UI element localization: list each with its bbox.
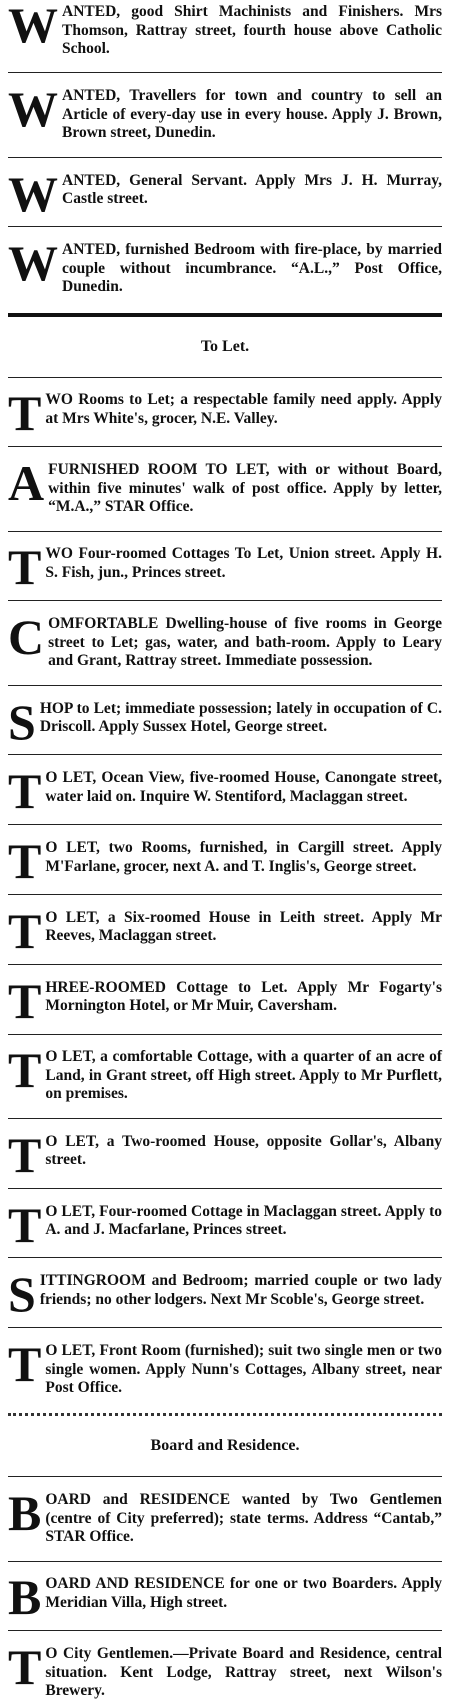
ad-text: O LET, two Rooms, furnished, in Cargill street. Apply M'Farlane, grocer, next A. and T. Inglis's, George street. (45, 839, 442, 875)
ad-text: O LET, Ocean View, five-roomed House, Canongate street, water laid on. Inquire W. Stentiford, Maclaggan street. (45, 769, 442, 805)
ad-text: OARD AND RESIDENCE for one or two Boarders. Apply Meridian Villa, High street. (45, 1575, 442, 1611)
drop-cap: T (8, 1336, 42, 1393)
ad-text: O LET, a Six-roomed House in Leith street. Apply Mr Reeves, Maclaggan street. (45, 908, 442, 945)
wanted-ad (6, 81, 444, 144)
drop-cap: C (8, 609, 45, 666)
ad-separator (8, 600, 442, 601)
ad-text: O City Gentlemen.—Private Board and Residence, central situation. Kent Lodge, Rattray street, next Wilson's Brewery. (45, 1645, 442, 1700)
drop-cap: T (8, 763, 42, 820)
ad-text: ANTED, good Shirt Machinists and Finishers. Mrs Thomson, Rattray street, fourth house above Catholic School. (62, 3, 442, 57)
drop-cap: T (8, 1639, 42, 1696)
to-let-ad (6, 1266, 444, 1323)
section-rule (8, 313, 442, 317)
ad-text: OMFORTABLE Dwelling-house of five rooms in George street to Let; gas, water, and bath-room. Apply to Leary and Grant, Rattray street. Immediate possession. (48, 615, 442, 670)
drop-cap: T (8, 1042, 42, 1099)
ad-text: OARD and RESIDENCE wanted by Two Gentlemen (centre of City preferred); state terms. Address “Cantab,” STAR Office. (45, 1491, 442, 1546)
drop-cap: S (8, 693, 36, 750)
drop-cap: T (8, 972, 42, 1029)
ad-separator (8, 531, 442, 532)
drop-cap: T (8, 833, 42, 890)
ad-text: ANTED, Travellers for town and country to sell an Article of every-day use in every house. Apply J. Brown, Brown street, Dunedin. (62, 87, 442, 142)
section-rule-dotted (8, 1413, 442, 1416)
drop-cap: W (8, 165, 58, 222)
board-ad (6, 1569, 444, 1626)
to-let-ad (6, 539, 444, 596)
ad-separator (8, 1561, 442, 1562)
ad-text: O LET, a comfortable Cottage, with a quarter of an acre of Land, in Grant street, off High street. Apply to Mr Purflett, on premises. (45, 1048, 442, 1103)
ad-separator (8, 824, 442, 825)
section-heading-to-let: To Let. (200, 337, 250, 355)
ad-separator (8, 1327, 442, 1328)
to-let-ad (6, 902, 444, 959)
to-let-ad (6, 1126, 444, 1183)
to-let-ad (6, 385, 444, 442)
drop-cap: W (8, 0, 58, 53)
drop-cap: S (8, 1266, 36, 1323)
ad-text: HREE-ROOMED Cottage to Let. Apply Mr Fogarty's Mornington Hotel, or Mr Muir, Caversham. (45, 978, 442, 1015)
board-ad (6, 1485, 444, 1548)
ad-separator (8, 1188, 442, 1189)
wanted-ad (6, 235, 444, 298)
ad-text: ITTINGROOM and Bedroom; married couple or two lady friends; no other lodgers. Next Mr Scoble's, George street. (39, 1272, 442, 1308)
ad-separator (8, 894, 442, 895)
wanted-ad (6, 165, 444, 222)
ad-text: WO Four-roomed Cottages To Let, Union street. Apply H. S. Fish, jun., Princes street. (45, 545, 442, 581)
to-let-ad (6, 609, 444, 672)
drop-cap: T (8, 1126, 42, 1183)
to-let-ad (6, 1042, 444, 1105)
ad-text: WO Rooms to Let; a respectable family need apply. Apply at Mrs White's, grocer, N.E. Valley. (45, 391, 442, 427)
to-let-ad (6, 1336, 444, 1399)
drop-cap: T (8, 539, 42, 596)
ad-separator (8, 964, 442, 965)
section-heading-board: Board and Residence. (150, 1437, 300, 1455)
drop-cap: T (8, 385, 42, 442)
ad-text: O LET, Front Room (furnished); suit two single men or two single women. Apply Nunn's Cottages, Albany street, near Post Office. (45, 1342, 442, 1397)
drop-cap: T (8, 1196, 42, 1253)
ad-separator (8, 1118, 442, 1119)
ad-separator (8, 1476, 442, 1477)
ad-separator (8, 1257, 442, 1258)
drop-cap: T (8, 902, 42, 959)
ad-separator (8, 72, 442, 73)
ad-text: ANTED, General Servant. Apply Mrs J. H. Murray, Castle street. (62, 171, 442, 208)
board-ad (6, 1639, 444, 1702)
ad-text: FURNISHED ROOM TO LET, with or without Board, within five minutes' walk of post office. Apply by letter, “M.A.,” STAR Office. (48, 461, 442, 516)
ad-separator (8, 226, 442, 227)
to-let-ad (6, 1196, 444, 1253)
drop-cap: W (8, 81, 58, 138)
ad-separator (8, 446, 442, 447)
wanted-ad (6, 2, 444, 60)
ad-text: ANTED, furnished Bedroom with fire-place, by married couple without incumbrance. “A.L.,” Post Office, Dunedin. (62, 241, 442, 296)
ad-text: O LET, a Two-roomed House, opposite Gollar's, Albany street. (45, 1132, 442, 1169)
ad-separator (8, 754, 442, 755)
ad-text: HOP to Let; immediate possession; lately in occupation of C. Driscoll. Apply Sussex Hotel, George street. (39, 699, 442, 736)
to-let-ad (6, 693, 444, 750)
to-let-ad (6, 763, 444, 820)
drop-cap: W (8, 235, 58, 292)
ad-separator (8, 1630, 442, 1631)
to-let-ad (6, 455, 444, 518)
ad-separator (8, 1034, 442, 1035)
drop-cap: B (8, 1569, 42, 1626)
ad-separator (8, 685, 442, 686)
drop-cap: B (8, 1485, 42, 1542)
to-let-ad (6, 833, 444, 890)
ad-separator (8, 157, 442, 158)
ad-text: O LET, Four-roomed Cottage in Maclaggan street. Apply to A. and J. Macfarlane, Princes street. (45, 1202, 442, 1238)
drop-cap: A (8, 455, 45, 512)
ad-separator (8, 377, 442, 378)
to-let-ad (6, 972, 444, 1029)
